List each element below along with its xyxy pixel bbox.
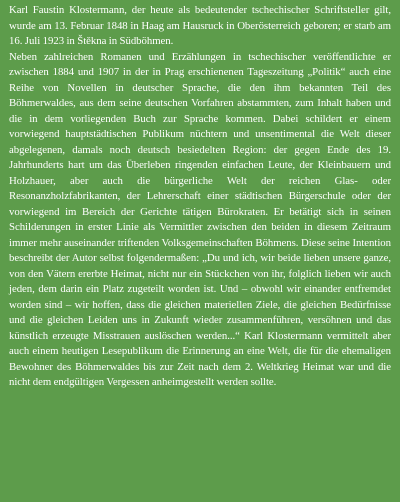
author-intro-paragraph: Karl Faustin Klostermann, der heute als bedeutender tschechischer Schriftsteller gilt, wurde am 13. Februar 1848 in Haag am Hausruck in Oberösterreich geboren; er starb am 16. Juli 1923 in Štěkna in Südböhmen. [9, 4, 391, 47]
book-description-paragraph: Neben zahlreichen Romanen und Erzählungen in tschechischer veröffentlichte er zwischen 1884 und 1907 in der in Prag erschienenen Tageszeitung „Politik“ auch eine Reihe von Novellen in deutscher Sprache, die den ihm bekannten Teil des Böhmerwaldes, aus dem seine deutschen Vorfahren abstammten, zum Inhalt haben und die in dem vorliegenden Buch zur Sprache kommen. Dabei schildert er einem vorwiegend hauptstädtischen Publikum nüchtern und unsentimental die Welt dieser abgelegenen, damals noch deutsch besiedelten Region: der gegen Ende des 19. Jahrhunderts hart um das Überleben ringenden einfachen Leute, der Kleinbauern und Holzhauer, aber auch die bürgerliche Welt der reichen Glas- oder Resonanzholzfabrikanten, der Lehrerschaft einer städtischen Bürgerschule oder der vorwiegend im Bereich der Gerichte tätigen Bürokraten. Er betätigt sich in seinen Schilderungen in erster Linie als Vermittler zwischen den beiden in diesem Zeitraum immer mehr auseinander triftenden Volksgemeinschaften Böhmens. Diese seine Intention beschreibt der Autor selbst folgendermaßen: „Du und ich, wir beide lieben unsere ganze, von den Vätern ererbte Heimat, nicht nur ein Stückchen von ihr, folglich lieben wir auch jeden, dem darin ein Platz zugeteilt worden ist. Und – obwohl wir einander entfremdet worden sind – wir hoffen, dass die gleichen materiellen Ziele, die gleichen Bedürfnisse und die gleichen Leiden uns in Zukunft wieder zusammenführen, versöhnen und das künstlich erzeugte Misstrauen auslöschen werden...“ Karl Klostermann vermittelt aber auch einem heutigen Lesepublikum die Erinnerung an eine Welt, die für die ehemaligen Bewohner des Böhmerwaldes bis zur Zeit nach dem 2. Weltkrieg Heimat war und die nicht dem endgültigen Vergessen anheimgestellt werden sollte. [9, 50, 391, 388]
